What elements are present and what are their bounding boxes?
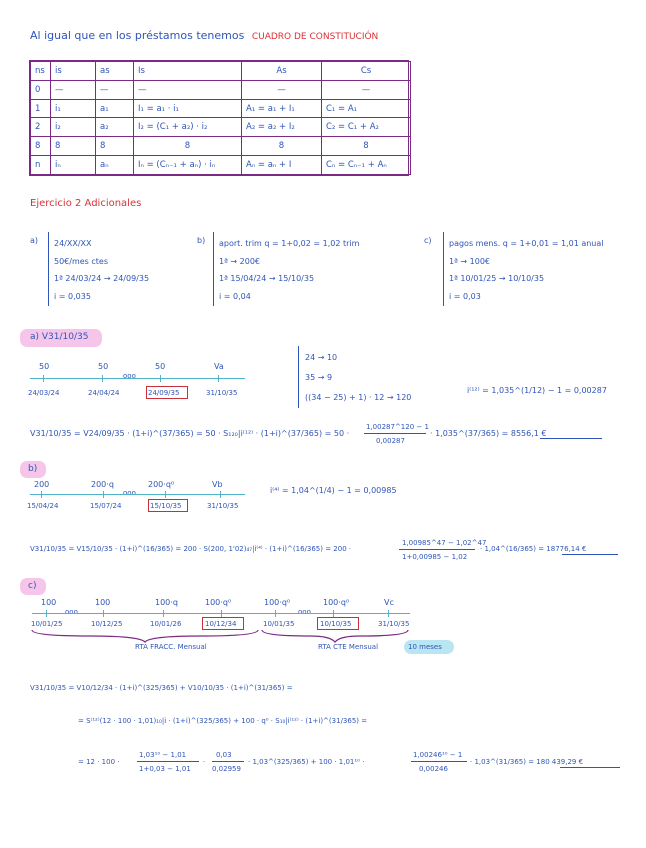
- timeline-tick: [221, 610, 222, 617]
- rta-fracc-brace: [32, 630, 258, 642]
- timeline-date: 15/10/35: [150, 502, 182, 510]
- timeline-amount: 100: [95, 598, 111, 607]
- timeline-tick: [333, 610, 334, 617]
- table-cell: i₂: [51, 118, 96, 137]
- brace-line: 35 → 9: [305, 373, 333, 382]
- timeline-amount: 100·q⁰: [205, 598, 232, 607]
- timeline-date: 24/03/24: [28, 389, 60, 397]
- data-line: 1ª → 200€: [219, 256, 261, 266]
- rta-fracc-label: RTA FRACC. Mensual: [135, 643, 207, 651]
- timeline-amount: 200·q: [91, 480, 114, 489]
- timeline-amount: 100: [41, 598, 57, 607]
- timeline-amount: Va: [214, 362, 224, 371]
- exercise-title: Ejercicio 2 Adicionales: [30, 198, 142, 209]
- data-block-c-brace: [443, 232, 444, 306]
- table-header-cell: Cs: [322, 62, 411, 81]
- timeline-amount: 100·q: [155, 598, 178, 607]
- part-b-heading: b): [28, 464, 38, 474]
- timeline-date: 15/07/24: [90, 502, 122, 510]
- data-line: i = 0,03: [449, 291, 481, 301]
- timeline-amount: 100·q⁰: [323, 598, 350, 607]
- rta-cte-brace: [262, 630, 408, 642]
- timeline-axis: [30, 494, 245, 495]
- part-c-line2: = S⁽¹²⁾(12 · 100 · 1,01)₁₀|i · (1+i)^(325/365) + 100 · q⁰ · S₁₀|i⁽¹²⁾ · (1+i)^(31/365) =: [78, 717, 368, 725]
- fraction-numerator: 0,03: [216, 751, 232, 759]
- data-block-a-brace: [48, 232, 49, 306]
- fraction-denominator: 0,02959: [212, 765, 241, 773]
- timeline-tick: [218, 375, 219, 382]
- table-cell: 8: [31, 137, 51, 156]
- table-cell: Iₙ = (Cₙ₋₁ + aₙ) · iₙ: [134, 156, 242, 175]
- timeline-amount: 50: [39, 362, 50, 371]
- timeline-date: 10/12/34: [205, 620, 237, 628]
- fraction-line: [137, 761, 199, 762]
- table-cell: A₁ = a₁ + I₁: [242, 99, 322, 118]
- timeline-tick: [163, 610, 164, 617]
- table-cell: I₁ = a₁ · i₁: [134, 99, 242, 118]
- data-block-c: [449, 235, 604, 305]
- table-header-cell: As: [242, 62, 322, 81]
- table-header-cell: ns: [31, 62, 51, 81]
- data-line: aport. trim q = 1+0,02 = 1,02 trim: [219, 239, 360, 248]
- table-row: [31, 156, 411, 175]
- table-cell: 8: [242, 137, 322, 156]
- data-line: i = 0,04: [219, 291, 251, 301]
- data-line: 24/XX/XX: [54, 239, 92, 248]
- data-block-c-label: c): [424, 236, 432, 245]
- timeline-amount: 200: [34, 480, 50, 489]
- timeline-ellipsis: ooo: [298, 608, 311, 616]
- table-cell: C₂ = C₁ + A₂: [322, 118, 411, 137]
- timeline-date: 10/01/26: [150, 620, 182, 628]
- timeline-date: 15/04/24: [27, 502, 59, 510]
- fraction-denominator: 1+0,03 − 1,01: [139, 765, 191, 773]
- timeline-tick: [103, 491, 104, 498]
- fraction-line: [364, 433, 426, 434]
- timeline-tick: [102, 375, 103, 382]
- part-b-formula-left: V31/10/35 = V15/10/35 · (1+i)^(16/365) = 200 · S(200, 1'02)₄₇|i⁽⁴⁾ · (1+i)^(16/365) = 200 ·: [30, 545, 352, 553]
- result-underline: [560, 767, 620, 768]
- timeline-date: 10/12/25: [91, 620, 123, 628]
- table-cell: 8: [322, 137, 411, 156]
- timeline-amount: Vb: [212, 480, 223, 489]
- brace-line: ((34 − 25) + 1) · 12 → 120: [305, 393, 412, 402]
- part-a-brace-lines: [305, 348, 411, 408]
- table-row: [31, 99, 411, 118]
- table-row: [31, 80, 411, 99]
- timeline-axis: [30, 378, 245, 379]
- timeline-ellipsis: ooo: [65, 608, 78, 616]
- table-cell: 8: [134, 137, 242, 156]
- fraction-line: [399, 549, 475, 550]
- intro-highlight: CUADRO DE CONSTITUCIÓN: [251, 32, 379, 42]
- part-b-rate: i⁽⁴⁾ = 1,04^(1/4) − 1 = 0,00985: [270, 486, 397, 495]
- timeline-date: 31/10/35: [207, 502, 239, 510]
- table-header-cell: as: [96, 62, 134, 81]
- data-block-a-label: a): [30, 236, 39, 245]
- table-cell: 8: [96, 137, 134, 156]
- fraction-numerator: 1,00985^47 − 1,02^47: [402, 539, 487, 547]
- part-a-formula-left: V31/10/35 = V24/09/35 · (1+i)^(37/365) = 50 · S₁₂₀|i⁽¹²⁾ · (1+i)^(37/365) = 50 ·: [30, 429, 350, 438]
- table-cell: C₁ = A₁: [322, 99, 411, 118]
- data-block-a: [54, 235, 149, 305]
- fraction-denominator: 0,00246: [419, 765, 448, 773]
- part-a-formula-right: · 1,035^(37/365) = 8556,1 €: [430, 429, 547, 438]
- table-cell: Cₙ = Cₙ₋₁ + Aₙ: [322, 156, 411, 175]
- part-c-line3-a: = 12 · 100 ·: [78, 758, 120, 766]
- fraction-denominator: 0,00287: [376, 437, 405, 445]
- data-block-b-label: b): [197, 236, 206, 245]
- constitution-table: [29, 60, 409, 176]
- timeline-amount: 50: [155, 362, 166, 371]
- table-row: [31, 118, 411, 137]
- fraction-numerator: 1,03¹⁰ − 1,01: [139, 751, 187, 759]
- intro-line: [30, 29, 378, 42]
- part-a-brace: [298, 346, 299, 408]
- table-cell: —: [51, 80, 96, 99]
- timeline-tick: [388, 610, 389, 617]
- table-cell: aₙ: [96, 156, 134, 175]
- timeline-ellipsis: ooo: [123, 372, 136, 380]
- table-cell: I₂ = (C₁ + a₂) · i₂: [134, 118, 242, 137]
- rta-cte-note: 10 meses: [408, 643, 442, 651]
- timeline-tick: [165, 491, 166, 498]
- table-cell: 0: [31, 80, 51, 99]
- timeline-date: 24/04/24: [88, 389, 120, 397]
- data-line: 1ª 10/01/25 → 10/10/35: [449, 274, 545, 283]
- table-cell: iₙ: [51, 156, 96, 175]
- data-line: 1ª 15/04/24 → 15/10/35: [219, 274, 315, 283]
- part-c-line3-b: ·: [203, 758, 206, 766]
- data-line: i = 0,035: [54, 291, 91, 301]
- timeline-tick: [220, 491, 221, 498]
- data-block-b: [219, 235, 359, 305]
- table-cell: —: [134, 80, 242, 99]
- timeline-amount: 50: [98, 362, 109, 371]
- fraction-line: [212, 761, 244, 762]
- table-cell: —: [242, 80, 322, 99]
- timeline-amount: 200·q⁰: [148, 480, 175, 489]
- timeline-tick: [41, 491, 42, 498]
- timeline-date: 10/10/35: [320, 620, 352, 628]
- table-cell: —: [322, 80, 411, 99]
- part-c-line1: V31/10/35 = V10/12/34 · (1+i)^(325/365) + V10/10/35 · (1+i)^(31/365) =: [30, 684, 293, 692]
- part-a-heading: a) V31/10/35: [30, 332, 89, 342]
- table-header-row: [31, 62, 411, 81]
- timeline-date: 10/01/35: [263, 620, 295, 628]
- timeline-tick: [160, 375, 161, 382]
- table-cell: A₂ = a₂ + I₂: [242, 118, 322, 137]
- part-c-line3-d: · 1,03^(31/365) = 180 439,29 €: [470, 758, 584, 766]
- fraction-line: [411, 761, 467, 762]
- timeline-tick: [275, 610, 276, 617]
- fraction-numerator: 1,00246¹⁰ − 1: [413, 751, 463, 759]
- timeline-ellipsis: ooo: [123, 489, 136, 497]
- result-underline: [540, 438, 602, 439]
- table-row: [31, 137, 411, 156]
- timeline-tick: [46, 610, 47, 617]
- data-line: 1ª 24/03/24 → 24/09/35: [54, 274, 150, 283]
- rta-cte-label: RTA CTE Mensual: [318, 643, 379, 651]
- data-line: 1ª → 100€: [449, 256, 491, 266]
- timeline-amount: 100·q⁰: [264, 598, 291, 607]
- fraction-numerator: 1,00287^120 − 1: [366, 423, 429, 431]
- timeline-date: 10/01/25: [31, 620, 63, 628]
- table-cell: a₂: [96, 118, 134, 137]
- table-cell: 2: [31, 118, 51, 137]
- table-cell: —: [96, 80, 134, 99]
- table-cell: n: [31, 156, 51, 175]
- table-header-cell: Is: [134, 62, 242, 81]
- data-block-b-brace: [213, 232, 214, 306]
- table-header-cell: is: [51, 62, 96, 81]
- table-cell: Aₙ = aₙ + I: [242, 156, 322, 175]
- table-cell: 1: [31, 99, 51, 118]
- timeline-amount: Vc: [384, 598, 394, 607]
- rta-underbraces: [30, 628, 420, 644]
- timeline-tick: [43, 375, 44, 382]
- timeline-date: 24/09/35: [148, 389, 180, 397]
- timeline-date: 31/10/35: [378, 620, 410, 628]
- timeline-tick: [103, 610, 104, 617]
- part-c-heading: c): [28, 581, 37, 591]
- brace-line: 24 → 10: [305, 353, 338, 362]
- data-line: pagos mens. q = 1+0,01 = 1,01 anual: [449, 239, 604, 248]
- intro-text: Al igual que en los préstamos tenemos: [30, 29, 245, 42]
- result-underline: [562, 554, 618, 555]
- fraction-denominator: 1+0,00985 − 1,02: [402, 553, 468, 561]
- part-c-line3-c: · 1,03^(325/365) + 100 · 1,01¹⁰ ·: [248, 758, 365, 766]
- table-cell: 8: [51, 137, 96, 156]
- part-a-rate: i⁽¹²⁾ = 1,035^(1/12) − 1 = 0,00287: [467, 386, 607, 395]
- data-line: 50€/mes ctes: [54, 256, 109, 266]
- table-cell: i₁: [51, 99, 96, 118]
- part-b-formula-right: · 1,04^(16/365) = 18776,14 €: [480, 545, 587, 553]
- table-cell: a₁: [96, 99, 134, 118]
- timeline-date: 31/10/35: [206, 389, 238, 397]
